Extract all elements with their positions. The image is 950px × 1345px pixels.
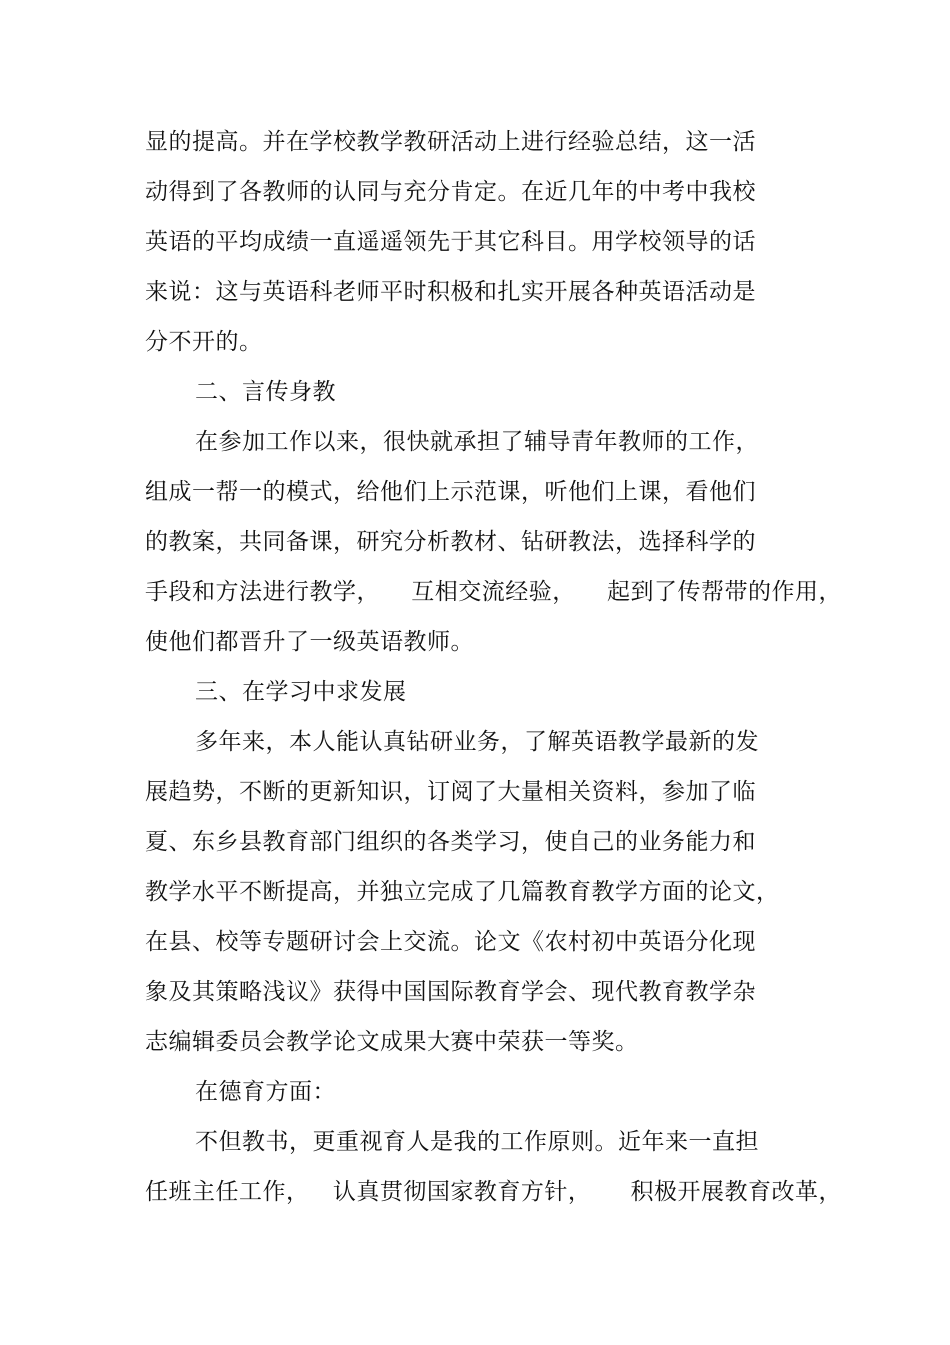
- body-line: 分不开的。: [145, 329, 263, 355]
- body-line: 在参加工作以来，很快就承担了辅导青年教师的工作，: [195, 429, 759, 455]
- body-line: 展趋势，不断的更新知识，订阅了大量相关资料，参加了临: [145, 779, 756, 805]
- body-line: 象及其策略浅议》获得中国国际教育学会、现代教育教学杂: [145, 979, 756, 1005]
- body-line: 显的提高。并在学校教学教研活动上进行经验总结，这一活: [145, 129, 756, 155]
- body-line: 来说：这与英语科老师平时积极和扎实开展各种英语活动是: [145, 279, 756, 305]
- body-line: 组成一帮一的模式，给他们上示范课，听他们上课，看他们: [145, 479, 756, 505]
- body-line: 手段和方法进行教学， 互相交流经验， 起到了传帮带的作用，: [145, 579, 842, 605]
- section-heading: 在德育方面：: [195, 1079, 336, 1105]
- body-line: 英语的平均成绩一直遥遥领先于其它科目。用学校领导的话: [145, 229, 756, 255]
- section-heading: 二、言传身教: [195, 379, 336, 405]
- body-line: 夏、东乡县教育部门组织的各类学习，使自己的业务能力和: [145, 829, 756, 855]
- body-line: 志编辑委员会教学论文成果大赛中荣获一等奖。: [145, 1029, 639, 1055]
- body-line: 使他们都晋升了一级英语教师。: [145, 629, 474, 655]
- section-heading: 三、在学习中求发展: [195, 679, 407, 705]
- body-line: 任班主任工作， 认真贯彻国家教育方针， 积极开展教育改革，: [145, 1179, 842, 1205]
- body-line: 在县、校等专题研讨会上交流。论文《农村初中英语分化现: [145, 929, 756, 955]
- body-line: 的教案，共同备课，研究分析教材、钻研教法，选择科学的: [145, 529, 756, 555]
- body-line: 教学水平不断提高，并独立完成了几篇教育教学方面的论文，: [145, 879, 780, 905]
- body-line: 动得到了各教师的认同与充分肯定。在近几年的中考中我校: [145, 179, 756, 205]
- body-line: 不但教书，更重视育人是我的工作原则。近年来一直担: [195, 1129, 759, 1155]
- body-line: 多年来，本人能认真钻研业务，了解英语教学最新的发: [195, 729, 759, 755]
